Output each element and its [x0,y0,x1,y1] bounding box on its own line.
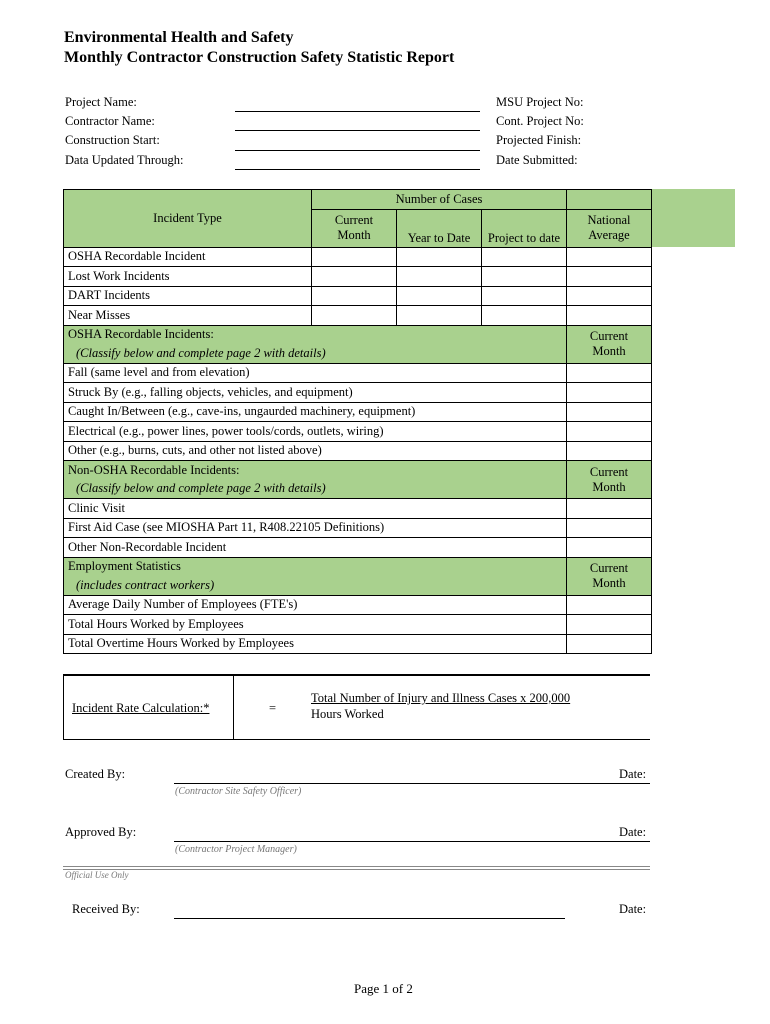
table-row-label: DART Incidents [64,286,312,306]
created-by-label: Created By: [65,767,126,781]
table-row-label: Lost Work Incidents [64,267,312,287]
table-row-label: Fall (same level and from elevation) [64,363,567,383]
current-month-cell[interactable] [312,267,397,287]
approved-by-subtitle: (Contractor Project Manager) [175,844,297,855]
incident-type-header: Incident Type [64,190,312,248]
approved-by-label: Approved By: [65,825,137,839]
current-month-cell[interactable] [567,538,652,558]
table-row-label: Other Non-Recordable Incident [64,538,567,558]
current-month-header [312,209,397,247]
year-to-date-cell[interactable] [397,247,482,267]
construction-start-label: Construction Start: [65,133,160,147]
table-row-label: Caught In/Between (e.g., cave-ins, ungaurded machinery, equipment) [64,402,567,422]
current-month-line1: Current [334,213,374,227]
official-use-divider-top [63,866,650,867]
incident-table [63,189,652,654]
current-month-cell[interactable] [312,247,397,267]
blank-header-cell [567,190,652,210]
non-osha-current-month-header [567,461,652,499]
received-date-label: Date: [619,902,647,916]
current-month-cell[interactable] [567,518,652,538]
current-month-cell[interactable] [567,383,652,403]
non-osha-col-line2: Month [592,479,626,494]
construction-start-field[interactable] [235,150,480,151]
created-date-label: Date: [619,767,647,781]
number-of-cases-header: Number of Cases [312,190,567,210]
approved-date-label: Date: [619,825,647,839]
national-average-cell[interactable] [567,247,652,267]
current-month-cell[interactable] [567,615,652,635]
table-row-label: Other (e.g., burns, cuts, and other not listed above) [64,441,567,461]
national-average-cell[interactable] [567,286,652,306]
osha-section-subtitle: (Classify below and complete page 2 with details) [64,344,567,363]
project-to-date-cell[interactable] [482,267,567,287]
msu-project-no-label: MSU Project No: [496,95,584,109]
current-month-cell[interactable] [567,422,652,442]
project-to-date-header: Project to date [482,209,567,247]
data-updated-label: Data Updated Through: [65,153,184,167]
year-to-date-header: Year to Date [397,209,482,247]
rate-equals: = [269,701,277,715]
contractor-name-label: Contractor Name: [65,114,155,128]
rate-denominator: Hours Worked [311,707,384,721]
header-green-extension [650,189,735,247]
approved-by-signature-line[interactable] [174,841,650,842]
current-month-cell[interactable] [567,441,652,461]
incident-rate-box [63,674,650,740]
current-month-cell[interactable] [567,402,652,422]
current-month-cell[interactable] [567,363,652,383]
cont-project-no-label: Cont. Project No: [496,114,584,128]
table-row-label: Near Misses [64,306,312,326]
current-month-cell[interactable] [567,634,652,654]
year-to-date-cell[interactable] [397,267,482,287]
received-by-signature-line[interactable] [174,918,565,919]
table-row-label: Total Overtime Hours Worked by Employees [64,634,567,654]
received-by-label: Received By: [72,902,140,916]
project-to-date-cell[interactable] [482,306,567,326]
employment-section-title: Employment Statistics [64,557,567,576]
table-row-label: First Aid Case (see MIOSHA Part 11, R408.22105 Definitions) [64,518,567,538]
current-month-line2: Month [337,228,371,242]
table-row-label: Average Daily Number of Employees (FTE's) [64,595,567,615]
data-updated-field[interactable] [235,169,480,170]
table-row-label: Struck By (e.g., falling objects, vehicles, and equipment) [64,383,567,403]
employment-col-line1: Current [589,561,629,575]
page-number: Page 1 of 2 [354,981,413,996]
non-osha-section-title: Non-OSHA Recordable Incidents: [64,461,567,480]
non-osha-col-line1: Current [589,464,629,479]
table-row-label: Total Hours Worked by Employees [64,615,567,635]
report-title-line1: Environmental Health and Safety [64,29,294,46]
table-row-label: OSHA Recordable Incident [64,247,312,267]
incident-rate-label: Incident Rate Calculation:* [72,701,210,715]
project-name-label: Project Name: [65,95,137,109]
project-to-date-cell[interactable] [482,286,567,306]
report-title-line2: Monthly Contractor Construction Safety Statistic Report [64,49,455,66]
non-osha-section-subtitle: (Classify below and complete page 2 with details) [64,480,567,499]
official-use-divider-bottom [63,869,650,870]
year-to-date-cell[interactable] [397,286,482,306]
project-to-date-cell[interactable] [482,247,567,267]
national-average-line2: Average [588,228,630,242]
employment-section-subtitle: (includes contract workers) [64,576,567,595]
date-submitted-label: Date Submitted: [496,153,578,167]
year-to-date-cell[interactable] [397,306,482,326]
current-month-cell[interactable] [312,306,397,326]
national-average-line1: National [587,213,631,227]
rate-numerator: Total Number of Injury and Illness Cases x 200,000 [311,691,571,705]
current-month-cell[interactable] [567,595,652,615]
contractor-name-field[interactable] [235,130,480,131]
projected-finish-label: Projected Finish: [496,133,582,147]
osha-current-month-header [567,325,652,363]
osha-section-title: OSHA Recordable Incidents: [64,325,567,344]
official-use-label: Official Use Only [65,870,129,880]
national-average-cell[interactable] [567,306,652,326]
created-by-subtitle: (Contractor Site Safety Officer) [175,786,302,797]
table-row-label: Clinic Visit [64,499,567,519]
current-month-cell[interactable] [567,499,652,519]
osha-col-line1: Current [589,329,629,343]
national-average-header [567,209,652,247]
osha-col-line2: Month [592,344,626,358]
created-by-signature-line[interactable] [174,783,650,784]
table-row-label: Electrical (e.g., power lines, power tools/cords, outlets, wiring) [64,422,567,442]
employment-current-month-header [567,557,652,595]
national-average-cell[interactable] [567,267,652,287]
rate-bottom-border [63,739,650,740]
employment-col-line2: Month [592,576,626,590]
project-name-field[interactable] [235,111,480,112]
current-month-cell[interactable] [312,286,397,306]
